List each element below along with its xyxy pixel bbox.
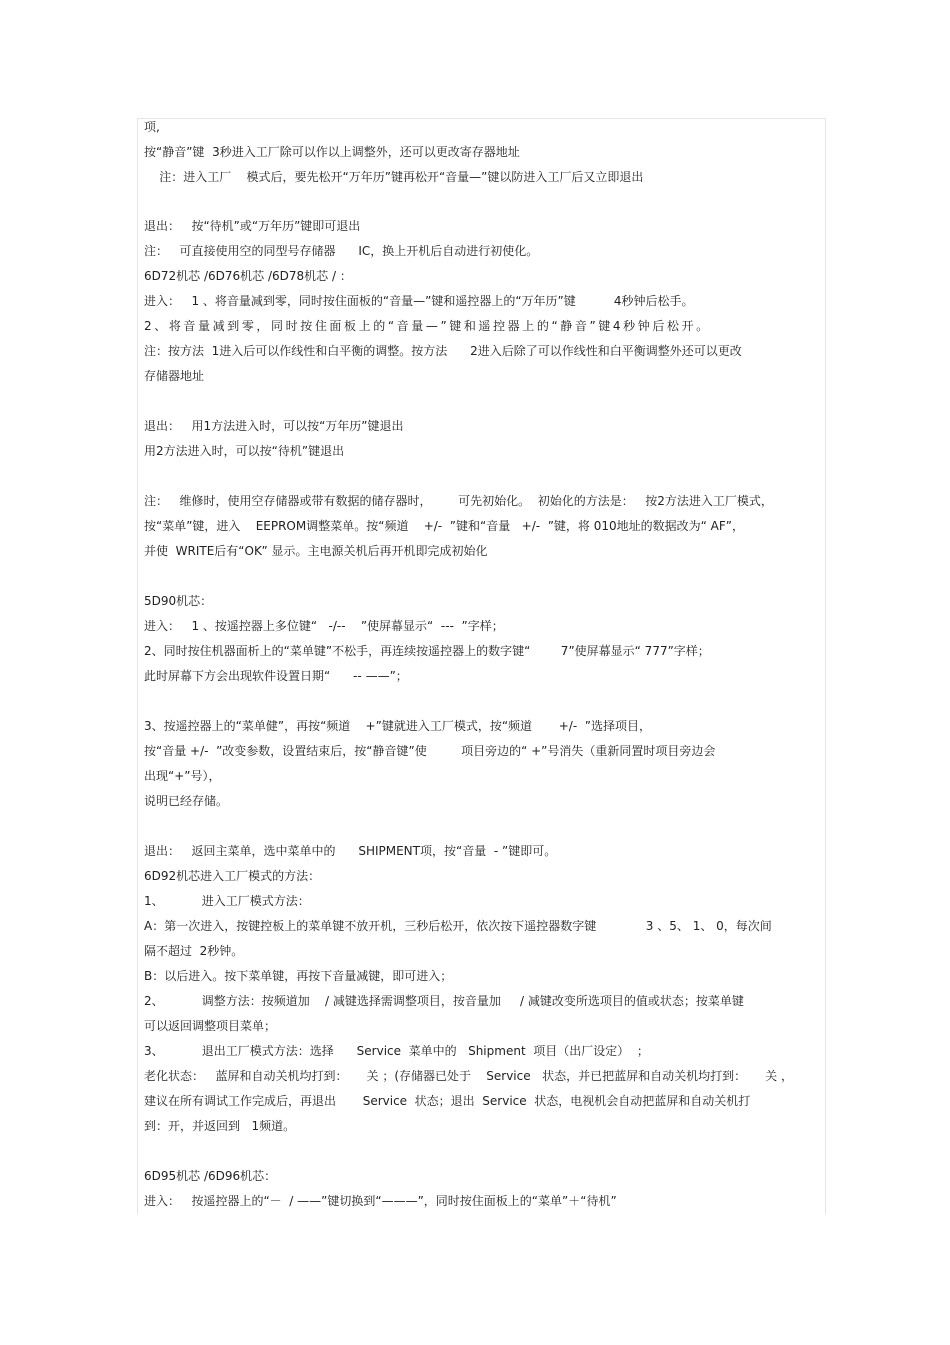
text-line: 2、 调整方法：按频道加 / 减键选择需调整项目，按音量加 / 减键改变所选项目的值或状态；按菜单键 (144, 994, 744, 1008)
text-line: 进入： 1 、按遥控器上多位键“ -/-- ”使屏幕显示“ --- ”字样； (144, 619, 504, 633)
section-heading: 6D72机芯 /6D76机芯 /6D78机芯 / ： (144, 269, 352, 283)
text-line: 存储器地址 (144, 369, 205, 383)
section-heading: 5D90机芯： (144, 594, 213, 608)
text-line: 到：开，并返回到 1频道。 (144, 1119, 296, 1133)
text-line: 隔不超过 2秒钟。 (144, 944, 244, 958)
text-line: 2、同时按住机器面析上的“菜单键”不松手，再连续按遥控器上的数字键“ 7”使屏幕显示“ 777”字样； (144, 644, 710, 658)
section-heading: 6D92机芯进入工厂模式的方法： (144, 869, 321, 883)
text-line: 3、 退出工厂模式方法：选择 Service 菜单中的 Shipment 项目（出厂设定） ； (144, 1044, 649, 1058)
text-line: A：第一次进入，按键控板上的菜单键不放开机，三秒后松开，依次按下遥控器数字键 3 、5、 1、 0，每次间 (144, 919, 772, 933)
text-line: 进入： 按遥控器上的“－ / ——”键切换到“———”，同时按住面板上的“菜单”＋“待机” (144, 1194, 617, 1208)
text-line: 建议在所有调试工作完成后，再退出 Service 状态；退出 Service 状态，电视机会自动把蓝屏和自动关机打 (144, 1094, 751, 1108)
text-line: 说明已经存储。 (144, 794, 229, 808)
section-heading: 6D95机芯 /6D96机芯： (144, 1169, 277, 1183)
text-line: 老化状态： 蓝屏和自动关机均打到： 关 ；(存储器已处于 Service 状态，并已把蓝屏和自动关机均打到： 关 ， (144, 1069, 793, 1083)
text-line: 1、 进入工厂模式方法： (144, 894, 310, 908)
text-line: 注： 维修时，使用空存储器或带有数据的储存器时， 可先初始化。 初始化的方法是： 按2方法进入工厂模式， (144, 494, 773, 508)
text-line: B：以后进入。按下菜单键，再按下音量减键，即可进入； (144, 969, 453, 983)
text-line: 注： 可直接使用空的同型号存储器 IC，换上开机后自动进行初使化。 (144, 244, 539, 258)
text-line: 注：进入工厂 模式后，要先松开“万年历”键再松开“音量—”键以防进入工厂后又立即退出 (144, 170, 644, 184)
text-line: 注：按方法 1进入后可以作线性和白平衡的调整。按方法 2进入后除了可以作线性和白平衡调整外还可以更改 (144, 344, 742, 358)
text-line: 可以返回调整项目菜单； (144, 1019, 277, 1033)
text-line: 2、将音量减到零，同时按住面板上的“音量—”键和遥控器上的“静音”键4秒钟后松开。 (144, 319, 711, 333)
text-line: 项, (144, 120, 160, 134)
text-line: 3、按遥控器上的“菜单健”，再按“频道 +”键就进入工厂模式，按“频道 +/- ”选择项目， (144, 719, 652, 733)
text-line: 进入： 1 、将音量减到零，同时按住面板的“音量—”键和遥控器上的“万年历”键 4秒钟后松手。 (144, 294, 694, 308)
text-line: 按“菜单”键，进入 EEPROM调整菜单。按“频道 +/- ”键和“音量 +/- ”键，将 010地址的数据改为“ AF”， (144, 519, 744, 533)
text-line: 退出： 用1方法进入时，可以按“万年历”键退出 (144, 419, 404, 433)
text-line: 退出： 按“待机”或“万年历”键即可退出 (144, 219, 361, 233)
text-line: 按“音量 +/- ”改变参数，设置结束后，按“静音键”使 项目旁边的“ +”号消失（重新同置时项目旁边会 (144, 744, 716, 758)
text-line: 退出： 返回主菜单，选中菜单中的 SHIPMENT项，按“音量 - ”键即可。 (144, 844, 557, 858)
text-line: 用2方法进入时，可以按“待机”键退出 (144, 444, 345, 458)
text-line: 此时屏幕下方会出现软件设置日期“ -- ——”； (144, 669, 408, 683)
text-line: 按“静音”键 3秒进入工厂除可以作以上调整外，还可以更改寄存器地址 (144, 145, 520, 159)
text-line: 出现“+”号）， (144, 769, 221, 783)
text-line: 并使 WRITE后有“OK” 显示。主电源关机后再开机即完成初始化 (144, 544, 488, 558)
